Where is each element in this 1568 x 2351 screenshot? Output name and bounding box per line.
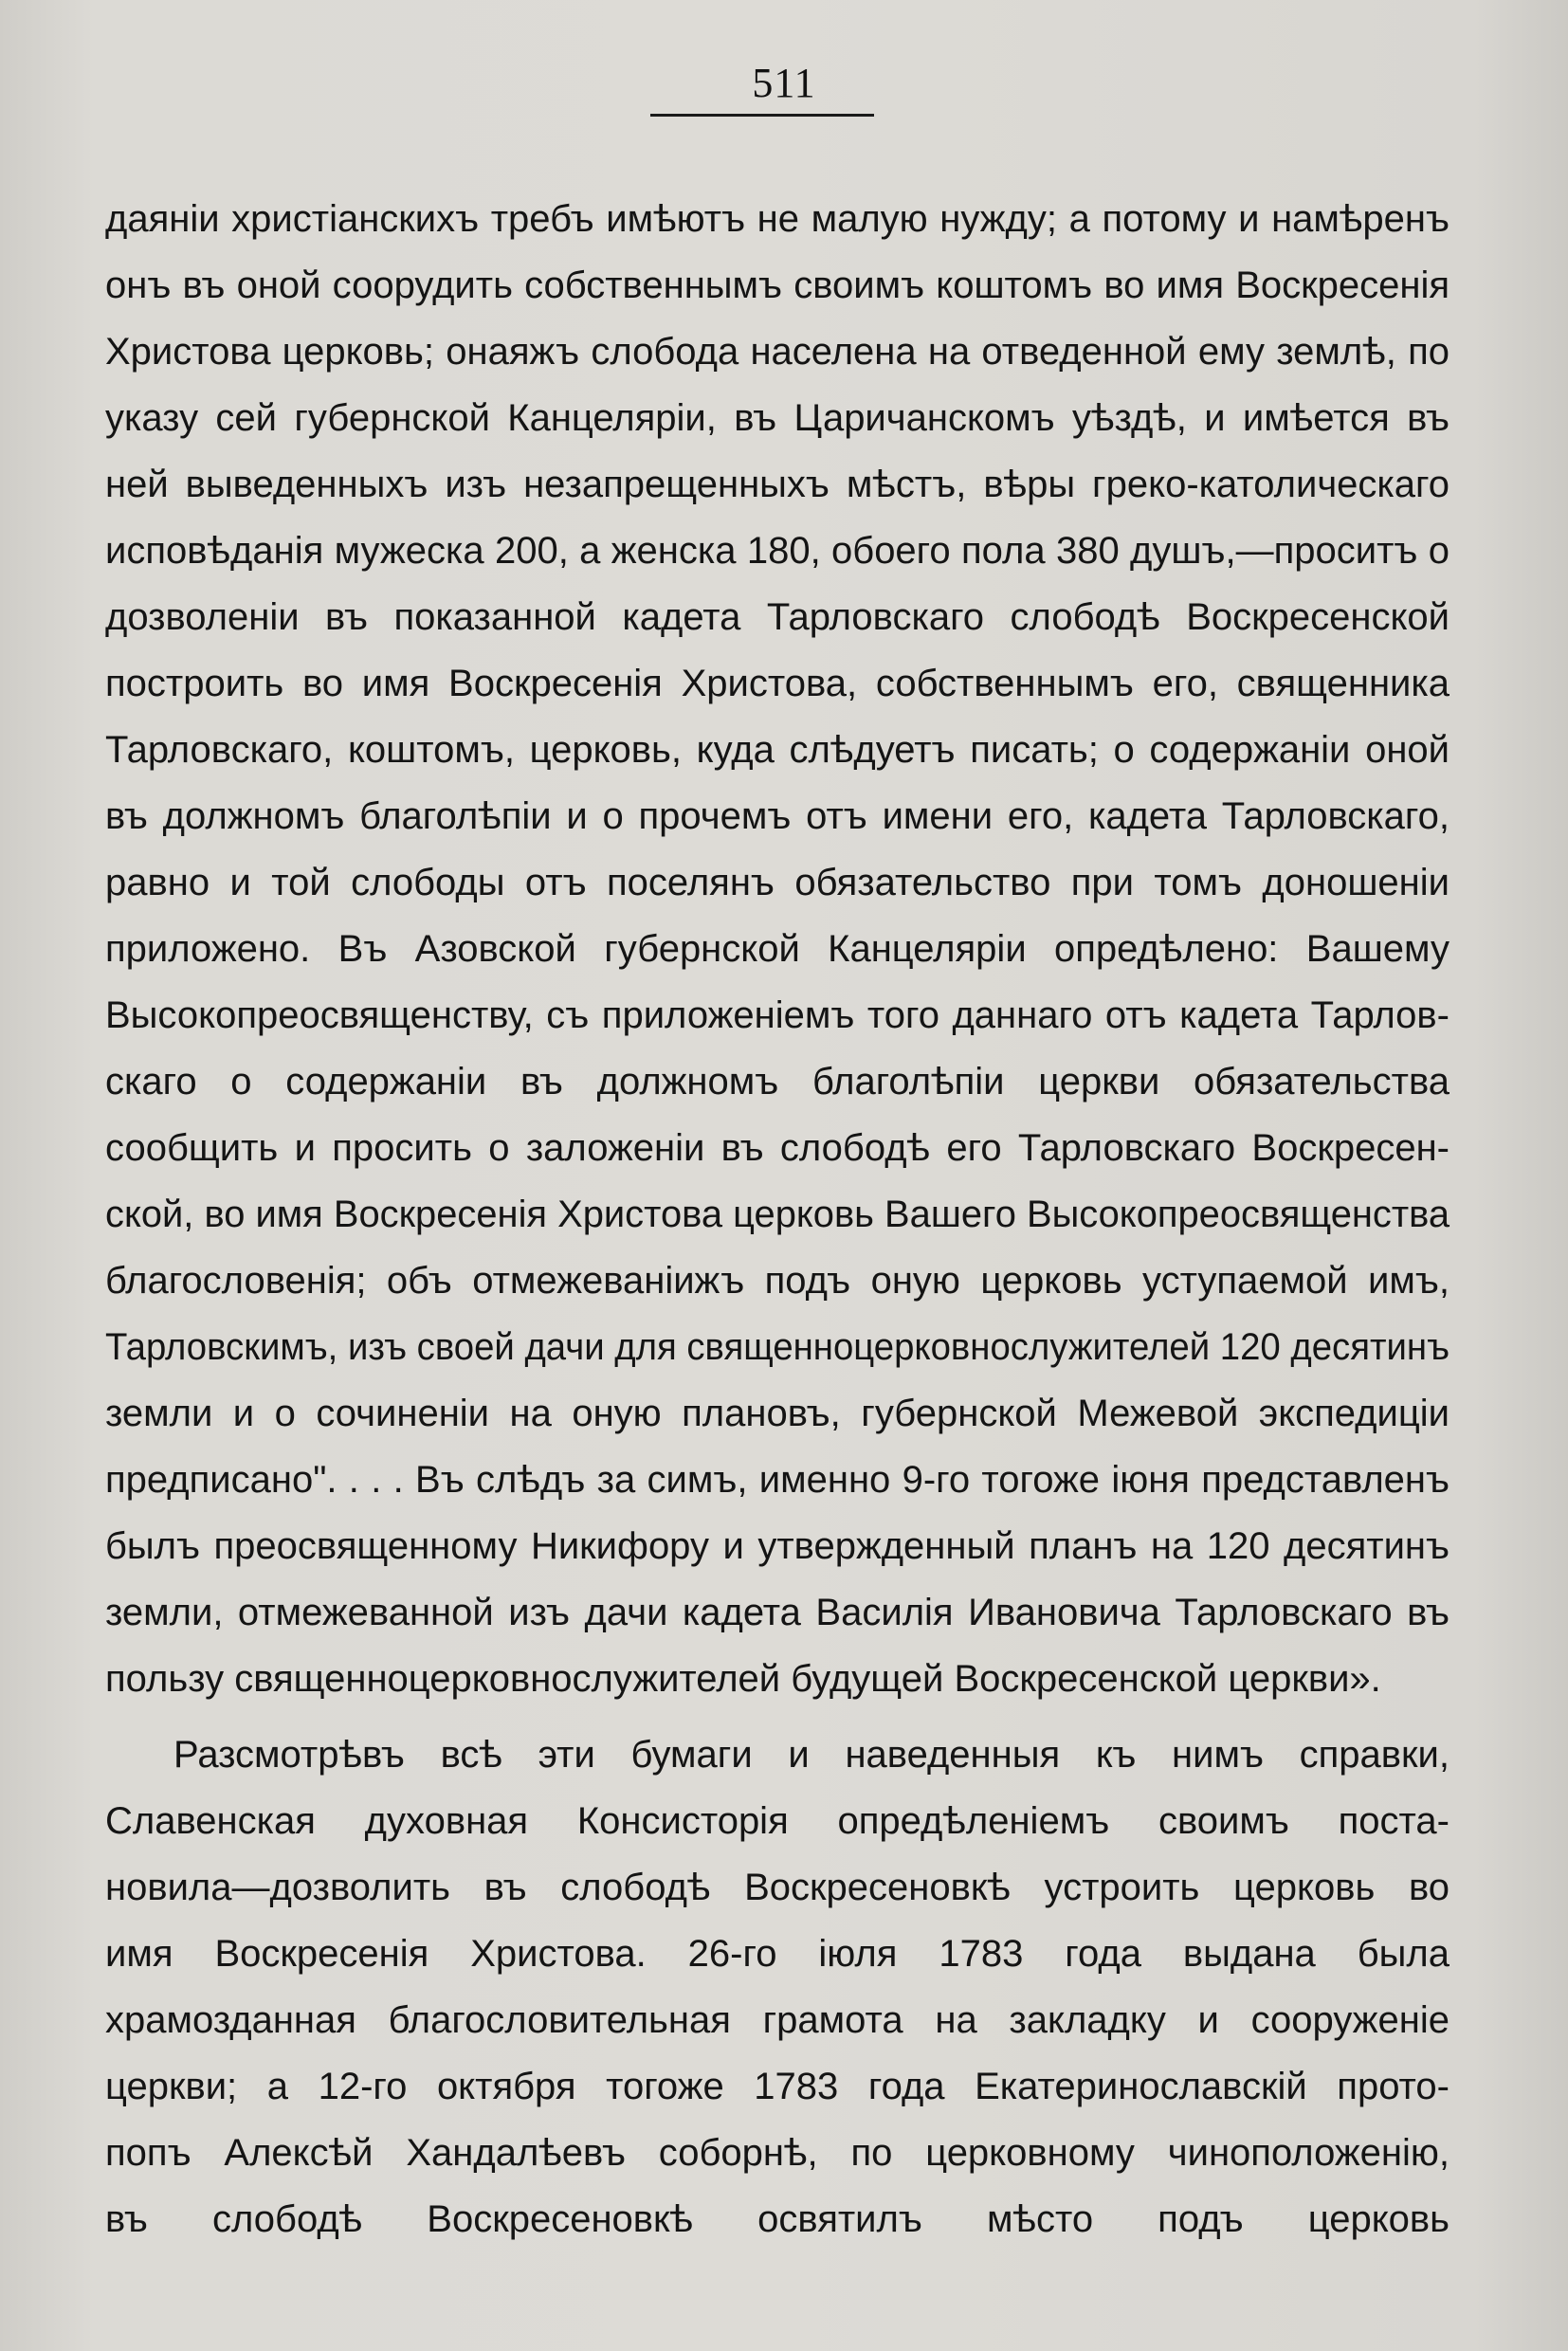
text-line: земли, отмежеванной изъ дачи кадета Василія Ивановича Тарловскаго въ [105,1592,1449,1633]
text-line: ской, во имя Воскресенія Христова церковь Вашего Высокопреосвященства [105,1194,1450,1235]
text-line: равно и той слободы отъ поселянъ обязательство при томъ доношеніи [105,862,1449,903]
text-line: пользу священноцерковнослужителей будущей Воскресенской церкви». [105,1658,1381,1700]
page-number: 511 [752,60,816,106]
text-line: храмозданная благословительная грамота на закладку и сооруженіе [105,1999,1449,2041]
text-line: указу сей губернской Канцеляріи, въ Царичанскомъ уѣздѣ, и имѣется въ [105,397,1449,439]
text-line: скаго о содержаніи въ должномъ благолѣпіи церкви обязательства [105,1061,1449,1103]
text-line: Тарловскаго, коштомъ, церковь, куда слѣдуетъ писать; о содержаніи оной [105,729,1449,771]
text-line: предписано". . . . Въ слѣдъ за симъ, именно 9-го тогоже іюня представленъ [105,1459,1449,1501]
text-line: земли и о сочиненіи на оную плановъ, губернской Межевой экспедиціи [105,1393,1449,1434]
body-text [105,186,1449,2252]
text-line: онъ въ оной соорудить собственнымъ своимъ коштомъ во имя Воскресенія [105,264,1449,306]
text-line: Христова церковь; онаяжъ слобода населена на отведенной ему землѣ, по [105,331,1449,373]
page-number-rule [650,114,874,117]
text-line: дозволеніи въ показанной кадета Тарловскаго слободѣ Воскресенской [105,596,1449,638]
text-line: Славенская духовная Консисторія опредѣленіемъ своимъ поста- [105,1800,1449,1842]
text-line: приложено. Въ Азовской губернской Канцеляріи опредѣлено: Вашему [105,928,1449,970]
text-line: сообщить и просить о заложеніи въ слободѣ его Тарловскаго Воскресен- [105,1127,1449,1169]
text-line: благословенія; объ отмежеваніижъ подъ оную церковь уступаемой имъ, [105,1260,1449,1302]
text-line: церкви; а 12-го октября тогоже 1783 года Екатеринославскій прото- [105,2066,1449,2107]
text-line: Тарловскимъ, изъ своей дачи для священноцерковнослужителей 120 десятинъ [105,1326,1450,1368]
text-line: попъ Алексѣй Хандалѣевъ соборнѣ, по церковному чиноположенію, [105,2132,1449,2174]
text-line: новила—дозволить въ слободѣ Воскресеновкѣ устроить церковь во [105,1867,1449,1908]
text-line: даяніи христіанскихъ требъ имѣютъ не малую нужду; а потому и намѣренъ [105,198,1449,240]
text-line: Высокопреосвященству, съ приложеніемъ того даннаго отъ кадета Тарлов- [105,994,1449,1036]
paragraph-2 [105,1722,1449,2252]
text-line: Разсмотрѣвъ всѣ эти бумаги и наведенныя къ нимъ справки, [173,1734,1449,1776]
text-line: имя Воскресенія Христова. 26-го іюля 1783 года выдана была [105,1933,1449,1975]
text-line: ней выведенныхъ изъ незапрещенныхъ мѣстъ, вѣры греко-католическаго [105,464,1449,505]
text-line: въ должномъ благолѣпіи и о прочемъ отъ имени его, кадета Тарловскаго, [105,795,1449,837]
text-line: построить во имя Воскресенія Христова, собственнымъ его, священника [105,663,1449,704]
text-line: исповѣданія мужеска 200, а женска 180, обоего пола 380 душъ,—проситъ о [105,530,1449,572]
text-line: былъ преосвященному Никифору и утвержденный планъ на 120 десятинъ [105,1525,1449,1567]
paragraph-gap [105,1712,1449,1722]
text-line: въ слободѣ Воскресеновкѣ освятилъ мѣсто подъ церковь [105,2198,1449,2240]
paragraph-1 [105,186,1449,1712]
